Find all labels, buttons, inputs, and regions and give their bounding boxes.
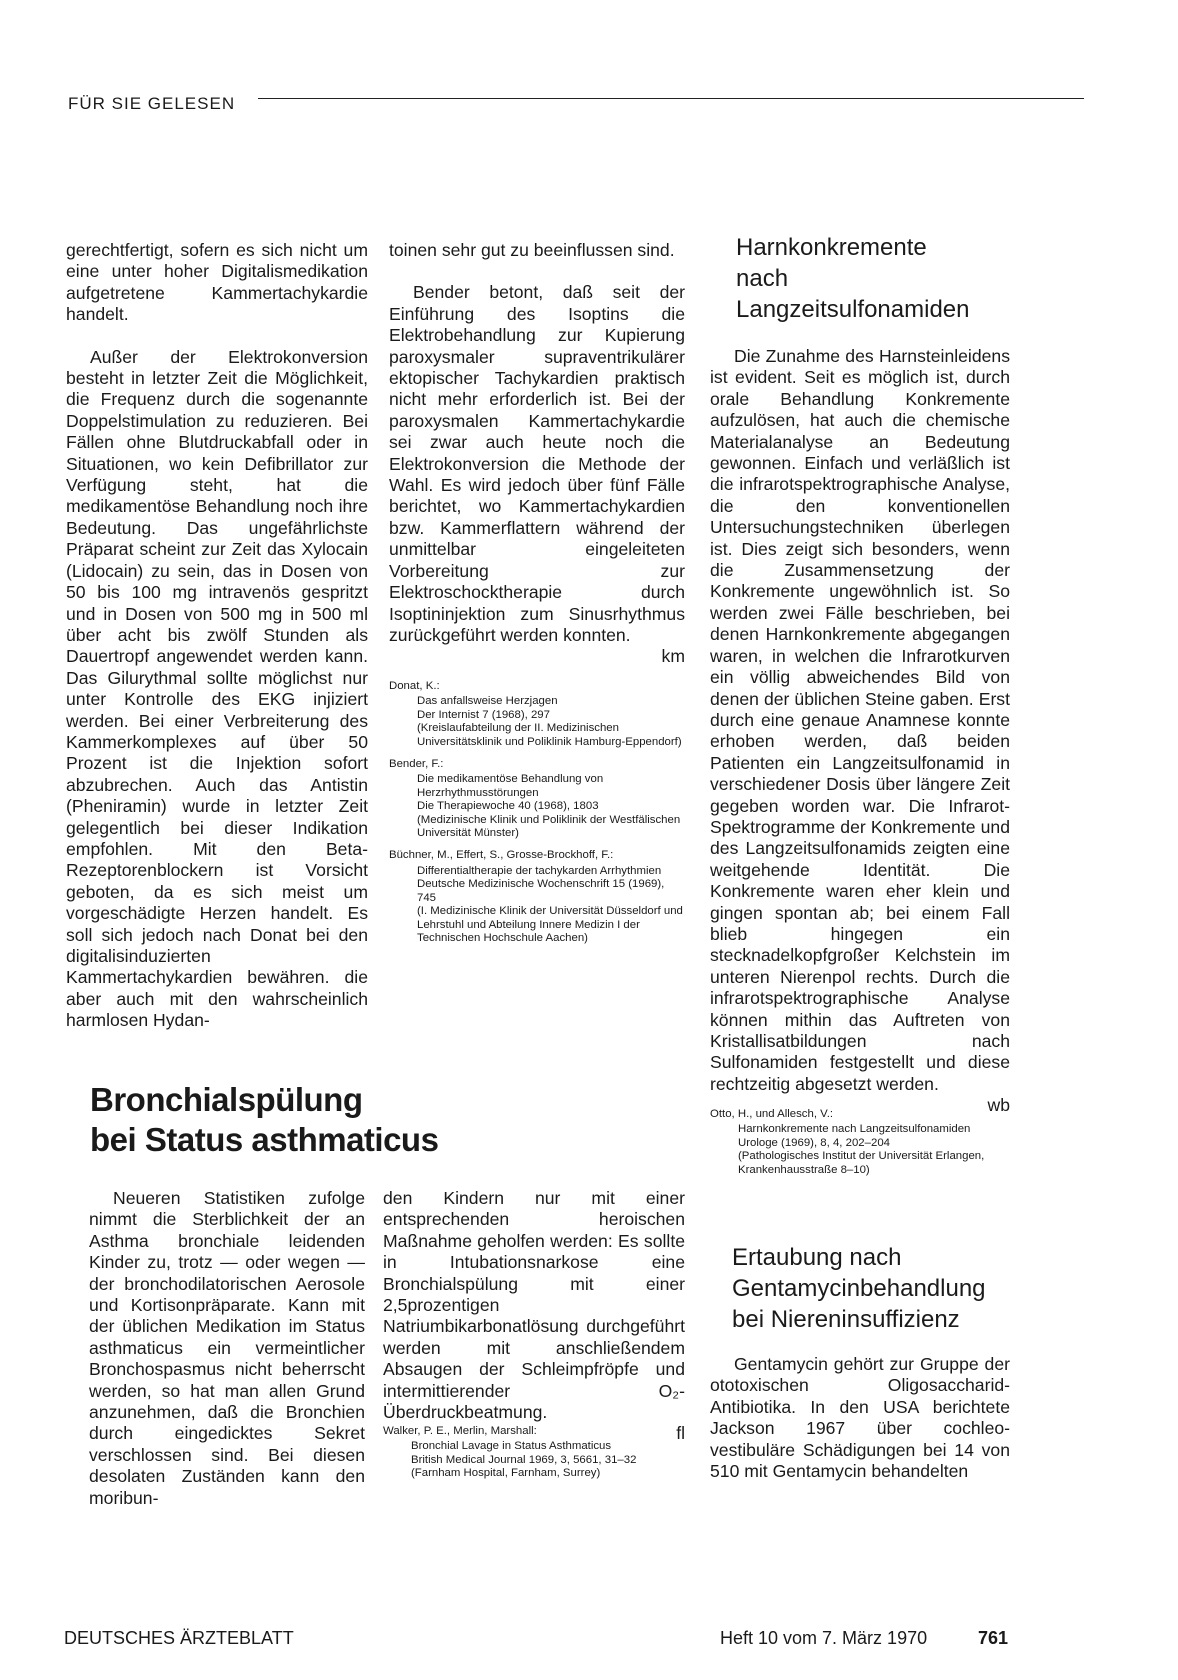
column-2 <box>389 240 685 668</box>
reference-affiliation: (Farnham Hospital, Farnham, Surrey) <box>411 1467 601 1480</box>
header-rule <box>258 98 1084 99</box>
footer-page-number: 761 <box>978 1628 1009 1648</box>
reference-affiliation: (Kreislaufabteilung der II. Medizinischen Universitätsklinik und Poliklinik Hamburg-Eppendorf) <box>417 722 682 748</box>
erta-body <box>710 1354 1010 1482</box>
broncho-paragraph-b: den Kindern nur mit einer entsprechenden heroischen Maßnahme geholfen werden: Es sollte in Intubationsnarkose eine Bronchialspülung mit einer 2,5prozentigen Natriumbikarbonatlösung durchgeführt werden mit anschließendem Absaugen der Schleimpfröpfe und intermittierender O₂-Überdruckbeatmung. <box>383 1188 685 1423</box>
reference-source: Deutsche Medizinische Wochenschrift 15 (1969), 745 <box>417 878 665 904</box>
reference-author: Walker, P. E., Merlin, Marshall: <box>383 1425 537 1437</box>
erta-title: Ertaubung nach Gentamycinbehandlung bei Niereninsuffizienz <box>732 1244 986 1333</box>
footer-journal: DEUTSCHES ÄRZTEBLATT <box>64 1628 294 1648</box>
reference-entry <box>389 758 685 840</box>
harn-signature: wb <box>987 1095 1010 1116</box>
section-label: FÜR SIE GELESEN <box>68 94 236 113</box>
col2-references <box>389 680 685 954</box>
reference-source: Die Therapiewoche 40 (1968), 1803 <box>417 800 599 813</box>
reference-title: Das anfallsweise Herzjagen <box>417 695 558 708</box>
reference-affiliation: (I. Medizinische Klinik der Universität Düsseldorf und Lehrstuhl und Abteilung Innere Medizin I der Technischen Hochschule Aachen) <box>417 905 683 944</box>
harn-title: Harnkonkremente nach Langzeitsulfonamiden <box>736 234 970 323</box>
reference-source: Urologe (1969), 8, 4, 202–204 <box>738 1136 890 1149</box>
harn-body <box>710 346 1010 1117</box>
reference-author: Donat, K.: <box>389 680 440 692</box>
column-1 <box>66 240 368 1053</box>
col1-paragraph-1: gerechtfertigt, sofern es sich nicht um eine unter hoher Digitalismedikation aufgetretene Kammertachykardie handelt. <box>66 240 368 325</box>
reference-author: Bender, F.: <box>389 758 444 771</box>
broncho-paragraph-a: Neueren Statistiken zufolge nimmt die Sterblichkeit der an Asthma bronchiale leidenden Kinder zu, trotz — oder wegen — der bronchodilatorischen Aerosole und Kortisonpräparate. Kann mit der üblichen Medikation im Status asthmaticus ein vermeintlicher Bronchospasmus nicht beherrscht werden, so hat man allen Grund anzunehmen, daß die Bronchien durch eingedicktes Sekret verschlossen sind. Bei diesen desolaten Zuständen kann den moribun- <box>89 1188 365 1508</box>
col2-signature: km <box>661 646 685 667</box>
erta-paragraph: Gentamycin gehört zur Gruppe der ototoxischen Oligosaccharid-Antibiotika. In den USA berichtete Jackson 1967 über cochleo-vestibuläre Schädigungen bei 14 von 510 mit Gentamycin behandelten <box>710 1354 1010 1482</box>
reference-affiliation: (Pathologisches Institut der Universität Erlangen, Krankenhausstraße 8–10) <box>738 1150 985 1176</box>
reference-author: Otto, H., und Allesch, V.: <box>710 1108 834 1120</box>
harn-paragraph: Die Zunahme des Harnsteinleidens ist evident. Seit es möglich ist, durch orale Behandlung Konkremente aufzulösen, hat auch die chemische Materialanalyse an Bedeutung gewonnen. Einfach und verläßlich ist die infrarotspektrographische Analyse, die den konventionellen Untersuchungstechniken überlegen ist. Dies zeigt sich besonders, wenn die Zusammensetzung der Konkremente ungewöhnlich ist. So werden zwei Fälle beschrieben, bei denen Harnkonkremente abgegangen waren, in welchen die Infrarotkurven ein völlig abweichendes Bild von denen der üblichen Steine gaben. Erst durch eine genaue Anamnese konnte erhoben werden, daß beiden Patienten ein Langzeitsulfonamid in verschiedener Dosis über längere Zeit gegeben worden war. Die Infrarot-Spektrogramme der Konkremente und des Langzeitsulfonamids zeigten eine weitgehende Identität. Die Konkremente waren eher klein und gingen spontan ab; bei einem Fall blieb hingegen ein stecknadelkopfgroßer Kelchstein im unteren Nierenpol rechts. Durch die infrarotspektrographische Analyse können mithin das Auftreten von Kristallisatbildungen nach Sulfonamiden festgestellt und diese rechtzeitig abgesetzt werden. <box>710 346 1010 1094</box>
reference-author: Büchner, M., Effert, S., Grosse-Brockhoff, F.: <box>389 849 614 862</box>
reference-title: Differentialtherapie der tachykarden Arrhythmien <box>417 864 662 877</box>
broncho-title: Bronchialspülung bei Status asthmaticus <box>90 1081 439 1158</box>
reference-title: Die medikamentöse Behandlung von Herzrhythmusstörungen <box>417 773 604 799</box>
broncho-reference <box>383 1425 685 1490</box>
reference-entry <box>389 680 685 749</box>
reference-source: Der Internist 7 (1968), 297 <box>417 708 550 721</box>
reference-title: Harnkonkremente nach Langzeitsulfonamiden <box>738 1123 971 1136</box>
broncho-column-b <box>383 1188 685 1445</box>
col2-paragraph-2: Bender betont, daß seit der Einführung des Isoptins die Elektrobehandlung zur Kupierung paroxysmaler supraventrikulärer ektopischer Tachykardien praktisch nicht mehr erforderlich ist. Bei der paroxysmalen Kammertachykardie sei zwar auch heute noch die Elektrokonversion die Methode der Wahl. Es wird jedoch über fünf Fälle berichtet, wo Kammertachykardien bzw. Kammerflattern während der unmittelbar eingeleiteten Vorbereitung zur Elektroschocktherapie durch Isoptininjektion zum Sinusrhythmus zurückgeführt werden konnten. <box>389 282 685 645</box>
col2-paragraph-1: toinen sehr gut zu beeinflussen sind. <box>389 240 675 260</box>
broncho-column-a <box>89 1188 365 1509</box>
reference-title: Bronchial Lavage in Status Asthmaticus <box>411 1440 612 1453</box>
footer-issue: Heft 10 vom 7. März 1970 <box>720 1628 928 1648</box>
broncho-signature: fl <box>676 1423 685 1444</box>
col1-paragraph-2: Außer der Elektrokonversion besteht in letzter Zeit die Möglichkeit, die Frequenz durch die sogenannte Doppelstimulation zu reduzieren. Bei Fällen ohne Blutdruckabfall oder in Situationen, wo kein Defibrillator zur Verfügung steht, hat die medikamentöse Behandlung noch ihre Bedeutung. Das ungefährlichste Präparat scheint zur Zeit das Xylocain (Lidocain) zu sein, das in Dosen von 50 bis 100 mg intravenös gespritzt und in Dosen von 500 mg in 500 ml über acht bis zwölf Stunden als Dauertropf angewendet werden kann. Das Gilurythmal sollte möglichst nur unter Kontrolle des EKG injiziert werden. Bei einer Verbreiterung des Kammerkomplexes auf über 50 Prozent ist die Injektion sofort abzubrechen. Auch das Antistin (Pheniramin) wurde in letzter Zeit gelegentlich bei dieser Indikation empfohlen. Mit den Beta-Rezeptorenblockern ist Vorsicht geboten, da es sich meist um vorgeschädigte Herzen handelt. Es soll sich jedoch nach Donat bei den digitalisinduzierten Kammertachykardien bewähren. die aber auch mit den wahrscheinlich harmlosen Hydan- <box>66 346 368 1031</box>
reference-entry <box>389 849 685 945</box>
harn-reference <box>710 1108 1010 1186</box>
reference-source: British Medical Journal 1969, 3, 5661, 31–32 <box>411 1453 637 1466</box>
reference-affiliation: (Medizinische Klinik und Poliklinik der Westfälischen Universität Münster) <box>417 813 681 840</box>
